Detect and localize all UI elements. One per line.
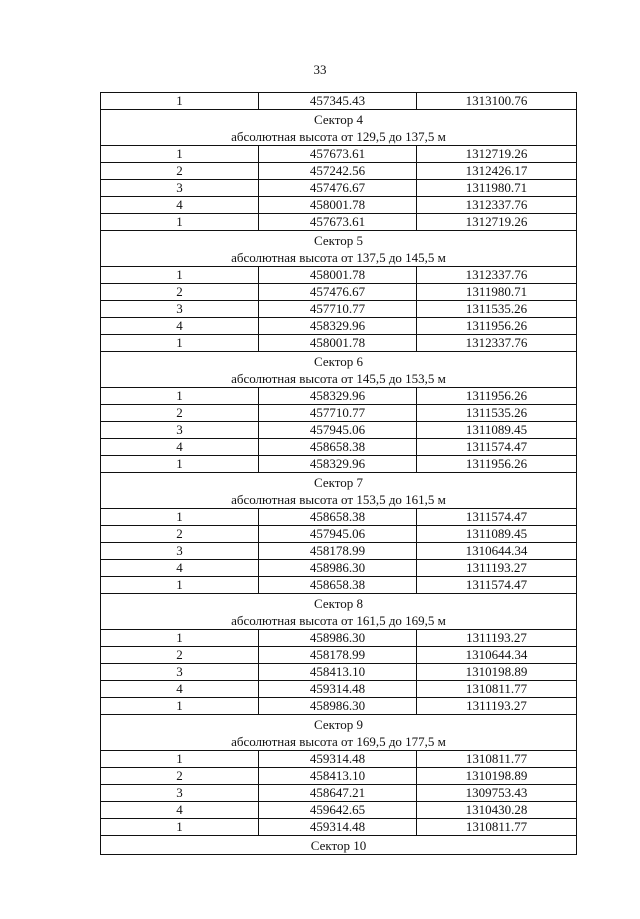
point-number-cell: 2 xyxy=(101,163,259,180)
sector-altitude-range: абсолютная высота от 161,5 до 169,5 м xyxy=(231,613,446,628)
y-coordinate-cell: 1312337.76 xyxy=(417,335,577,352)
table-row xyxy=(101,647,577,664)
sector-heading-row xyxy=(101,836,577,855)
point-number-cell: 1 xyxy=(101,456,259,473)
point-number-cell: 4 xyxy=(101,560,259,577)
y-coordinate-cell: 1311956.26 xyxy=(417,318,577,335)
x-coordinate-cell: 458647.21 xyxy=(259,785,417,802)
x-coordinate-cell: 458658.38 xyxy=(259,509,417,526)
x-coordinate-cell: 457710.77 xyxy=(259,405,417,422)
sector-heading-cell xyxy=(101,594,577,630)
y-coordinate-cell: 1311535.26 xyxy=(417,301,577,318)
sector-heading-row xyxy=(101,594,577,630)
table-row xyxy=(101,630,577,647)
y-coordinate-cell: 1311535.26 xyxy=(417,405,577,422)
sector-heading-cell xyxy=(101,715,577,751)
table-row xyxy=(101,93,577,110)
x-coordinate-cell: 457242.56 xyxy=(259,163,417,180)
sector-title: Сектор 9 xyxy=(313,717,363,732)
point-number-cell: 4 xyxy=(101,802,259,819)
y-coordinate-cell: 1312426.17 xyxy=(417,163,577,180)
sector-altitude-range: абсолютная высота от 169,5 до 177,5 м xyxy=(231,734,446,749)
table-row xyxy=(101,284,577,301)
point-number-cell: 2 xyxy=(101,284,259,301)
table-row xyxy=(101,681,577,698)
point-number-cell: 1 xyxy=(101,751,259,768)
y-coordinate-cell: 1312337.76 xyxy=(417,267,577,284)
y-coordinate-cell: 1310198.89 xyxy=(417,768,577,785)
point-number-cell: 1 xyxy=(101,577,259,594)
point-number-cell: 4 xyxy=(101,681,259,698)
point-number-cell: 1 xyxy=(101,819,259,836)
x-coordinate-cell: 458986.30 xyxy=(259,560,417,577)
point-number-cell: 1 xyxy=(101,335,259,352)
y-coordinate-cell: 1311193.27 xyxy=(417,560,577,577)
point-number-cell: 2 xyxy=(101,405,259,422)
sector-title: Сектор 6 xyxy=(313,354,363,369)
x-coordinate-cell: 457476.67 xyxy=(259,284,417,301)
table-row xyxy=(101,163,577,180)
y-coordinate-cell: 1311574.47 xyxy=(417,509,577,526)
sector-altitude-range: абсолютная высота от 137,5 до 145,5 м xyxy=(231,250,446,265)
coordinates-table xyxy=(100,92,577,855)
table-row xyxy=(101,664,577,681)
y-coordinate-cell: 1312337.76 xyxy=(417,197,577,214)
point-number-cell: 2 xyxy=(101,768,259,785)
y-coordinate-cell: 1310811.77 xyxy=(417,681,577,698)
x-coordinate-cell: 459314.48 xyxy=(259,681,417,698)
y-coordinate-cell: 1310644.34 xyxy=(417,647,577,664)
x-coordinate-cell: 458329.96 xyxy=(259,388,417,405)
sector-heading-cell xyxy=(101,110,577,146)
table-row xyxy=(101,301,577,318)
point-number-cell: 4 xyxy=(101,197,259,214)
x-coordinate-cell: 457345.43 xyxy=(259,93,417,110)
table-row xyxy=(101,768,577,785)
sector-title: Сектор 5 xyxy=(313,233,363,248)
y-coordinate-cell: 1310198.89 xyxy=(417,664,577,681)
table-row xyxy=(101,267,577,284)
y-coordinate-cell: 1312719.26 xyxy=(417,146,577,163)
sector-altitude-range: абсолютная высота от 129,5 до 137,5 м xyxy=(231,129,446,144)
point-number-cell: 1 xyxy=(101,388,259,405)
x-coordinate-cell: 457673.61 xyxy=(259,214,417,231)
table-row xyxy=(101,802,577,819)
y-coordinate-cell: 1311574.47 xyxy=(417,577,577,594)
y-coordinate-cell: 1309753.43 xyxy=(417,785,577,802)
table-row xyxy=(101,751,577,768)
x-coordinate-cell: 457476.67 xyxy=(259,180,417,197)
x-coordinate-cell: 459314.48 xyxy=(259,751,417,768)
table-row xyxy=(101,214,577,231)
point-number-cell: 3 xyxy=(101,422,259,439)
y-coordinate-cell: 1311089.45 xyxy=(417,422,577,439)
x-coordinate-cell: 457945.06 xyxy=(259,526,417,543)
x-coordinate-cell: 458178.99 xyxy=(259,647,417,664)
table-row xyxy=(101,526,577,543)
sector-heading-row xyxy=(101,715,577,751)
table-row xyxy=(101,388,577,405)
sector-heading-cell xyxy=(101,473,577,509)
point-number-cell: 1 xyxy=(101,146,259,163)
table-row xyxy=(101,405,577,422)
x-coordinate-cell: 458001.78 xyxy=(259,267,417,284)
sector-altitude-range: абсолютная высота от 145,5 до 153,5 м xyxy=(231,371,446,386)
y-coordinate-cell: 1312719.26 xyxy=(417,214,577,231)
sector-title: Сектор 10 xyxy=(310,838,367,853)
point-number-cell: 3 xyxy=(101,664,259,681)
x-coordinate-cell: 458413.10 xyxy=(259,768,417,785)
table-row xyxy=(101,698,577,715)
x-coordinate-cell: 459642.65 xyxy=(259,802,417,819)
point-number-cell: 2 xyxy=(101,647,259,664)
sector-heading-row xyxy=(101,352,577,388)
x-coordinate-cell: 458658.38 xyxy=(259,577,417,594)
x-coordinate-cell: 458329.96 xyxy=(259,456,417,473)
y-coordinate-cell: 1311956.26 xyxy=(417,456,577,473)
x-coordinate-cell: 458658.38 xyxy=(259,439,417,456)
point-number-cell: 1 xyxy=(101,509,259,526)
x-coordinate-cell: 457673.61 xyxy=(259,146,417,163)
y-coordinate-cell: 1310644.34 xyxy=(417,543,577,560)
y-coordinate-cell: 1311574.47 xyxy=(417,439,577,456)
point-number-cell: 4 xyxy=(101,439,259,456)
point-number-cell: 1 xyxy=(101,630,259,647)
point-number-cell: 3 xyxy=(101,543,259,560)
x-coordinate-cell: 457710.77 xyxy=(259,301,417,318)
sector-heading-cell xyxy=(101,836,577,855)
y-coordinate-cell: 1313100.76 xyxy=(417,93,577,110)
sector-heading-row xyxy=(101,231,577,267)
x-coordinate-cell: 458986.30 xyxy=(259,630,417,647)
x-coordinate-cell: 458413.10 xyxy=(259,664,417,681)
table-row xyxy=(101,819,577,836)
x-coordinate-cell: 458986.30 xyxy=(259,698,417,715)
point-number-cell: 3 xyxy=(101,301,259,318)
table-row xyxy=(101,146,577,163)
table-row xyxy=(101,180,577,197)
table-row xyxy=(101,509,577,526)
sector-title: Сектор 7 xyxy=(313,475,363,490)
point-number-cell: 1 xyxy=(101,267,259,284)
y-coordinate-cell: 1310430.28 xyxy=(417,802,577,819)
point-number-cell: 1 xyxy=(101,93,259,110)
sector-heading-row xyxy=(101,110,577,146)
point-number-cell: 2 xyxy=(101,526,259,543)
table-row xyxy=(101,543,577,560)
sector-altitude-range: абсолютная высота от 153,5 до 161,5 м xyxy=(231,492,446,507)
x-coordinate-cell: 458178.99 xyxy=(259,543,417,560)
x-coordinate-cell: 458001.78 xyxy=(259,197,417,214)
point-number-cell: 1 xyxy=(101,214,259,231)
x-coordinate-cell: 457945.06 xyxy=(259,422,417,439)
coordinates-table-body xyxy=(101,93,577,855)
y-coordinate-cell: 1311193.27 xyxy=(417,698,577,715)
sector-title: Сектор 8 xyxy=(313,596,363,611)
table-row xyxy=(101,422,577,439)
y-coordinate-cell: 1310811.77 xyxy=(417,751,577,768)
point-number-cell: 3 xyxy=(101,785,259,802)
y-coordinate-cell: 1311980.71 xyxy=(417,180,577,197)
table-row xyxy=(101,439,577,456)
point-number-cell: 4 xyxy=(101,318,259,335)
table-row xyxy=(101,335,577,352)
y-coordinate-cell: 1311956.26 xyxy=(417,388,577,405)
table-row xyxy=(101,560,577,577)
table-row xyxy=(101,197,577,214)
y-coordinate-cell: 1310811.77 xyxy=(417,819,577,836)
table-row xyxy=(101,318,577,335)
sector-heading-cell xyxy=(101,352,577,388)
point-number-cell: 3 xyxy=(101,180,259,197)
y-coordinate-cell: 1311089.45 xyxy=(417,526,577,543)
table-row xyxy=(101,456,577,473)
table-row xyxy=(101,785,577,802)
y-coordinate-cell: 1311193.27 xyxy=(417,630,577,647)
page-number: 33 xyxy=(313,62,327,77)
y-coordinate-cell: 1311980.71 xyxy=(417,284,577,301)
x-coordinate-cell: 459314.48 xyxy=(259,819,417,836)
sector-heading-cell xyxy=(101,231,577,267)
table-row xyxy=(101,577,577,594)
sector-heading-row xyxy=(101,473,577,509)
sector-title: Сектор 4 xyxy=(313,112,363,127)
x-coordinate-cell: 458001.78 xyxy=(259,335,417,352)
point-number-cell: 1 xyxy=(101,698,259,715)
x-coordinate-cell: 458329.96 xyxy=(259,318,417,335)
